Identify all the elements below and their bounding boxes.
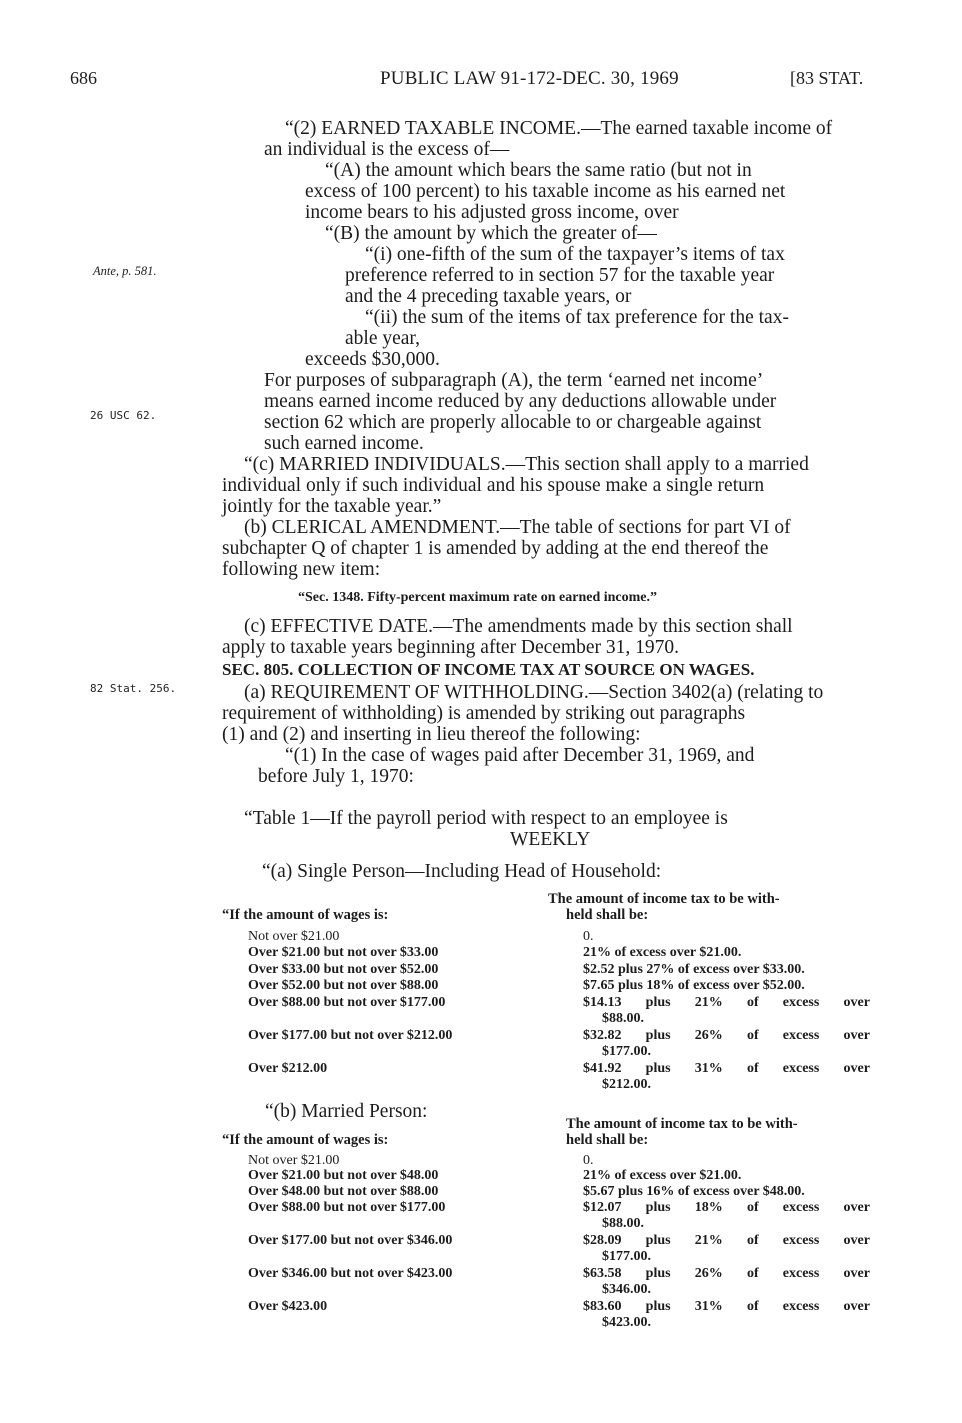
table-row-tax-continued: $346.00.: [602, 1282, 651, 1297]
table-row-wages: Over $21.00 but not over $48.00: [248, 1168, 439, 1183]
text-line: excess of 100 percent) to his taxable income as his earned net: [305, 181, 786, 202]
text-line: “(c) MARRIED INDIVIDUALS.—This section shall apply to a married: [244, 454, 809, 475]
table-row-tax: $12.07 plus 18% of excess over: [583, 1200, 870, 1215]
page-number: 686: [70, 68, 97, 88]
table-b-right-header-2: held shall be:: [566, 1132, 649, 1148]
table-row-tax-continued: $177.00.: [602, 1044, 651, 1059]
statute-reference: [83 STAT.: [790, 68, 864, 88]
text-line: section 62 which are properly allocable to or chargeable against: [264, 412, 762, 433]
table-subheading: “(b) Married Person:: [265, 1101, 428, 1122]
table-row-tax: $41.92 plus 31% of excess over: [583, 1061, 870, 1076]
table-row-wages: Over $346.00 but not over $423.00: [248, 1266, 453, 1281]
text-line: “(B) the amount by which the greater of—: [325, 223, 657, 244]
table-a-right-header-2: held shall be:: [566, 907, 649, 923]
text-line: individual only if such individual and his spouse make a single return: [222, 475, 765, 496]
text-line: “(2) EARNED TAXABLE INCOME.—The earned taxable income of: [285, 118, 833, 139]
table-a-right-header-1: The amount of income tax to be with-: [548, 891, 780, 907]
table-row-tax-continued: $88.00.: [602, 1011, 644, 1026]
text-line: (b) CLERICAL AMENDMENT.—The table of sections for part VI of: [244, 517, 791, 538]
text-line: “(i) one-fifth of the sum of the taxpayer’s items of tax: [365, 244, 785, 265]
text-line: (c) EFFECTIVE DATE.—The amendments made by this section shall: [244, 616, 793, 637]
table-row-tax: $5.67 plus 16% of excess over $48.00.: [583, 1184, 805, 1199]
table-b-left-header: “If the amount of wages is:: [222, 1132, 389, 1148]
table-row-tax: 0.: [583, 929, 594, 944]
text-line: requirement of withholding) is amended by striking out paragraphs: [222, 703, 746, 724]
text-line: and the 4 preceding taxable years, or: [345, 286, 632, 307]
table-row-wages: Over $48.00 but not over $88.00: [248, 1184, 439, 1199]
text-line: apply to taxable years beginning after December 31, 1970.: [222, 637, 680, 658]
text-line: means earned income reduced by any deductions allowable under: [264, 391, 777, 412]
table-row-wages: Not over $21.00: [248, 1153, 340, 1168]
text-line: an individual is the excess of—: [264, 139, 510, 160]
table-row-wages: Over $21.00 but not over $33.00: [248, 945, 439, 960]
text-line: (a) REQUIREMENT OF WITHHOLDING.—Section 3402(a) (relating to: [244, 682, 824, 703]
table-row-wages: Not over $21.00: [248, 929, 340, 944]
table-row-tax-continued: $88.00.: [602, 1216, 644, 1231]
table-row-tax: $7.65 plus 18% of excess over $52.00.: [583, 978, 805, 993]
table-row-wages: Over $423.00: [248, 1299, 328, 1314]
table-row-wages: Over $88.00 but not over $177.00: [248, 1200, 446, 1215]
table-row-tax: $63.58 plus 26% of excess over: [583, 1266, 870, 1281]
table-row-tax: $28.09 plus 21% of excess over: [583, 1233, 870, 1248]
text-line: For purposes of subparagraph (A), the term ‘earned net income’: [264, 370, 764, 391]
text-line: “(ii) the sum of the items of tax preference for the tax-: [365, 307, 789, 328]
table-row-wages: Over $177.00 but not over $346.00: [248, 1233, 453, 1248]
table-row-tax: $83.60 plus 31% of excess over: [583, 1299, 870, 1314]
table-row-wages: Over $212.00: [248, 1061, 328, 1076]
margin-note-ante: Ante, p. 581.: [93, 264, 157, 278]
table-row-tax: $32.82 plus 26% of excess over: [583, 1028, 870, 1043]
table-row-tax: $14.13 plus 21% of excess over: [583, 995, 870, 1010]
text-line: subchapter Q of chapter 1 is amended by adding at the end thereof the: [222, 538, 769, 559]
text-line: able year,: [345, 328, 421, 349]
text-line: “(A) the amount which bears the same ratio (but not in: [325, 160, 752, 181]
table-caption: “Table 1—If the payroll period with respect to an employee is: [244, 808, 728, 829]
running-title: PUBLIC LAW 91-172-DEC. 30, 1969: [380, 68, 679, 89]
text-line: following new item:: [222, 559, 381, 580]
table-subheading: “(a) Single Person—Including Head of Household:: [262, 861, 662, 882]
table-row-wages: Over $33.00 but not over $52.00: [248, 962, 439, 977]
table-row-tax: 21% of excess over $21.00.: [583, 1168, 742, 1183]
text-line: preference referred to in section 57 for the taxable year: [345, 265, 775, 286]
text-line: (1) and (2) and inserting in lieu thereof the following:: [222, 724, 641, 745]
table-row-tax: 0.: [583, 1153, 594, 1168]
table-row-tax-continued: $212.00.: [602, 1077, 651, 1092]
table-b-right-header-1: The amount of income tax to be with-: [566, 1116, 798, 1132]
table-row-wages: Over $52.00 but not over $88.00: [248, 978, 439, 993]
table-row-tax: $2.52 plus 27% of excess over $33.00.: [583, 962, 805, 977]
margin-note-usc: 26 USC 62.: [90, 409, 157, 422]
table-row-tax-continued: $177.00.: [602, 1249, 651, 1264]
text-line: before July 1, 1970:: [258, 766, 414, 787]
margin-note-stat: 82 Stat. 256.: [90, 682, 177, 695]
text-line: income bears to his adjusted gross income, over: [305, 202, 679, 223]
table-row-wages: Over $88.00 but not over $177.00: [248, 995, 446, 1010]
table-row-tax: 21% of excess over $21.00.: [583, 945, 742, 960]
section-heading: SEC. 805. COLLECTION OF INCOME TAX AT SOURCE ON WAGES.: [222, 660, 755, 679]
table-row-wages: Over $177.00 but not over $212.00: [248, 1028, 453, 1043]
text-line: “(1) In the case of wages paid after December 31, 1969, and: [285, 745, 755, 766]
table-period: WEEKLY: [510, 829, 591, 850]
text-line: such earned income.: [264, 433, 424, 454]
text-line: jointly for the taxable year.”: [222, 496, 442, 517]
text-line: exceeds $30,000.: [305, 349, 440, 370]
table-row-tax-continued: $423.00.: [602, 1315, 651, 1330]
new-section-item: “Sec. 1348. Fifty-percent maximum rate on earned income.”: [298, 590, 657, 605]
table-a-left-header: “If the amount of wages is:: [222, 907, 389, 923]
